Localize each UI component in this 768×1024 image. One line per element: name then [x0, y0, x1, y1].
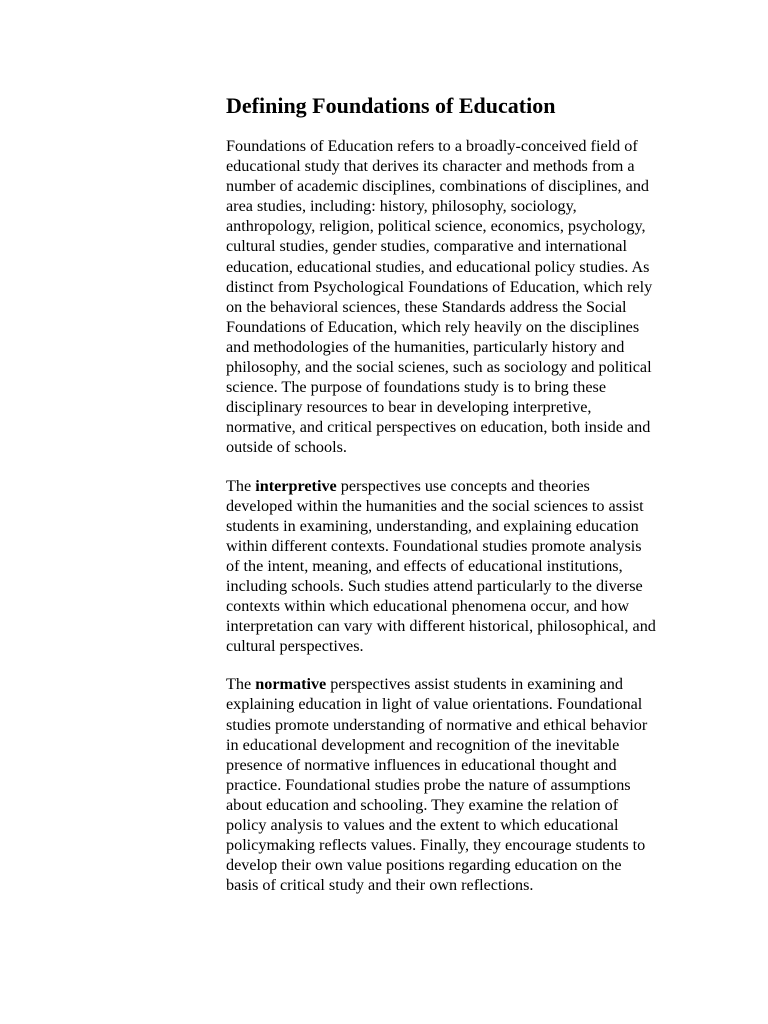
text-line [226, 596, 676, 616]
text-segment: developed within the humanities and the social sciences to assist [226, 496, 644, 515]
text-line [226, 236, 676, 256]
paragraph [226, 136, 676, 458]
text-segment: perspectives use concepts and theories [336, 476, 590, 495]
text-line [226, 277, 676, 297]
text-segment: studies promote understanding of normative and ethical behavior [226, 715, 648, 734]
text-segment: outside of schools. [226, 438, 347, 457]
text-line [226, 815, 676, 835]
text-line [226, 437, 676, 457]
text-line [226, 216, 676, 236]
document-page [226, 92, 676, 913]
text-segment: number of academic disciplines, combinations of disciplines, and [226, 177, 650, 196]
text-segment: of the intent, meaning, and effects of educational institutions, [226, 556, 623, 575]
text-segment: cultural perspectives. [226, 637, 364, 656]
text-line [226, 476, 676, 496]
text-segment: students in examining, understanding, and explaining education [226, 516, 639, 535]
text-segment: The [226, 675, 256, 694]
text-line [226, 694, 676, 714]
text-line [226, 795, 676, 815]
text-segment: Foundations of Education, which rely heavily on the disciplines [226, 317, 640, 336]
text-line [226, 317, 676, 337]
text-segment: including schools. Such studies attend particularly to the diverse [226, 576, 643, 595]
text-line [226, 136, 676, 156]
text-line [226, 875, 676, 895]
text-line [226, 297, 676, 317]
text-line [226, 417, 676, 437]
text-line [226, 674, 676, 694]
text-line [226, 196, 676, 216]
text-segment: Foundations of Education refers to a broadly-conceived field of [226, 137, 638, 155]
text-segment: presence of normative influences in educational thought and [226, 755, 617, 774]
text-line [226, 156, 676, 176]
text-line [226, 257, 676, 277]
text-line [226, 775, 676, 795]
text-line [226, 715, 676, 735]
text-segment: educational study that derives its character and methods from a [226, 157, 635, 176]
text-segment: interpretation can vary with different historical, philosophical, and [226, 617, 656, 636]
text-segment: science. The purpose of foundations study is to bring these [226, 378, 607, 397]
text-segment: basis of critical study and their own reflections. [226, 876, 534, 895]
text-segment: practice. Foundational studies probe the nature of assumptions [226, 775, 631, 794]
text-line [226, 576, 676, 596]
text-segment: develop their own value positions regarding education on the [226, 856, 622, 875]
text-line [226, 735, 676, 755]
text-segment: The [226, 476, 256, 495]
paragraph [226, 674, 676, 895]
text-line [226, 835, 676, 855]
text-segment: philosophy, and the social scienes, such as sociology and political [226, 358, 652, 377]
text-segment: cultural studies, gender studies, comparative and international [226, 237, 627, 256]
text-line [226, 855, 676, 875]
text-segment: perspectives assist students in examining and [326, 675, 623, 694]
text-line [226, 556, 676, 576]
text-segment: distinct from Psychological Foundations of Education, which rely [226, 277, 653, 296]
emphasized-term: normative [255, 675, 327, 694]
text-line [226, 176, 676, 196]
document-title: Defining Foundations of Education [226, 93, 556, 118]
text-line [226, 357, 676, 377]
text-segment: explaining education in light of value orientations. Foundational [226, 695, 643, 714]
text-segment: about education and schooling. They examine the relation of [226, 795, 619, 814]
text-segment: normative, and critical perspectives on education, both inside and [226, 418, 651, 437]
emphasized-term: interpretive [255, 476, 337, 495]
text-segment: within different contexts. Foundational studies promote analysis [226, 536, 642, 555]
text-line [226, 616, 676, 636]
text-line [226, 397, 676, 417]
text-segment: disciplinary resources to bear in developing interpretive, [226, 398, 592, 417]
text-segment: area studies, including: history, philosophy, sociology, [226, 197, 577, 216]
text-line [226, 516, 676, 536]
text-segment: on the behavioral sciences, these Standards address the Social [226, 297, 627, 316]
text-segment: policy analysis to values and the extent to which educational [226, 816, 619, 834]
text-line [226, 496, 676, 516]
text-line [226, 755, 676, 775]
paragraph [226, 476, 676, 657]
text-segment: and methodologies of the humanities, particularly history and [226, 337, 625, 356]
text-segment: contexts within which educational phenomena occur, and how [226, 597, 630, 616]
text-segment: policymaking reflects values. Finally, they encourage students to [226, 836, 646, 855]
text-line [226, 337, 676, 357]
text-line [226, 536, 676, 556]
document-body [226, 136, 676, 895]
text-line [226, 377, 676, 397]
text-line [226, 636, 676, 656]
text-segment: in educational development and recognition of the inevitable [226, 735, 620, 754]
text-segment: education, educational studies, and educational policy studies. As [226, 257, 650, 276]
text-segment: anthropology, religion, political science, economics, psychology, [226, 217, 646, 236]
